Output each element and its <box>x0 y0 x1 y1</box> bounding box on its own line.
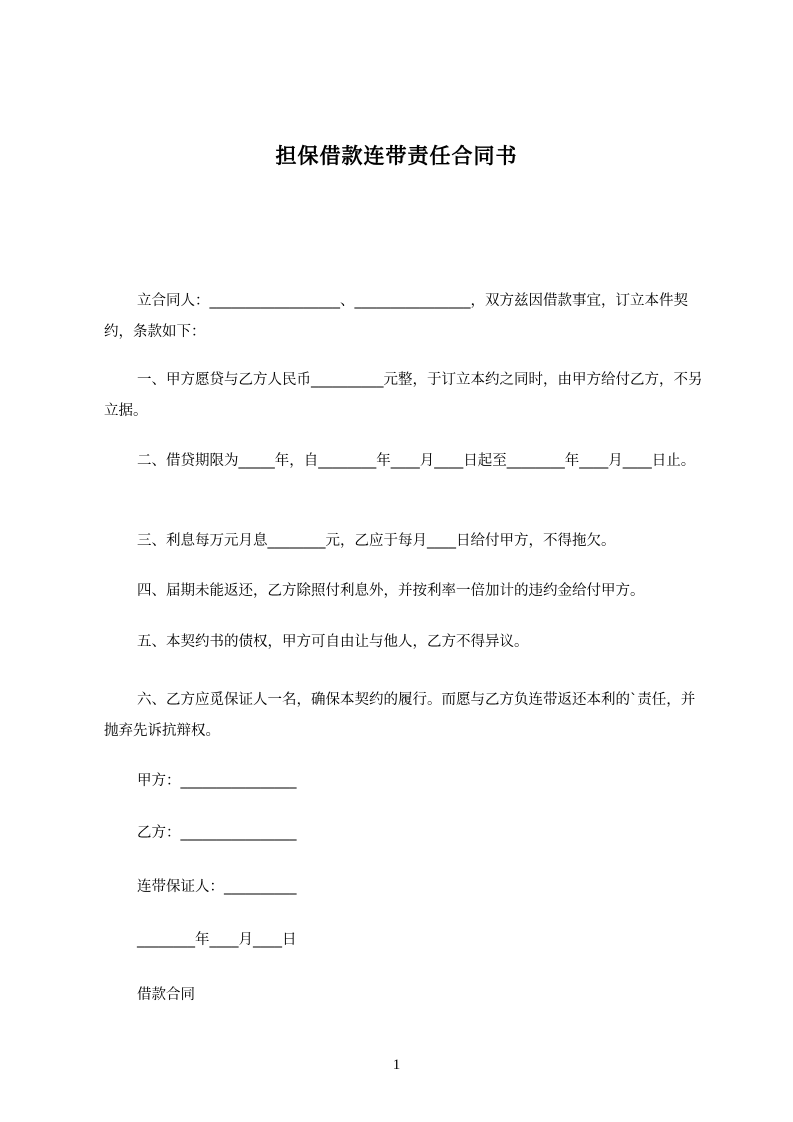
party-b-signature-line: 乙方：________________ <box>137 825 297 841</box>
clause-3: 三、利息每万元月息________元，乙应于每月____日给付甲方，不得拖欠。 <box>137 533 616 549</box>
page-number: 1 <box>392 1057 401 1073</box>
document-footer-label: 借款合同 <box>137 987 195 1003</box>
clause-2: 二、借贷期限为_____年，自________年____月____日起至________年____月____日止。 <box>137 453 696 469</box>
clause-5: 五、本契约书的债权，甲方可自由让与他人，乙方不得异议。 <box>137 634 529 650</box>
intro-paragraph: 立合同人：__________________、________________，双方兹因借款事宜，订立本件契约，条款如下： <box>104 293 688 340</box>
clause-4: 四、届期未能返还，乙方除照付利息外，并按利率一倍加计的违约金给付甲方。 <box>137 583 645 599</box>
party-a-signature-line: 甲方：________________ <box>137 773 297 789</box>
clause-1: 一、甲方愿贷与乙方人民币__________元整，于订立本约之同时，由甲方给付乙方，不另立据。 <box>104 372 703 419</box>
guarantor-signature-line: 连带保证人：__________ <box>137 879 297 895</box>
document-title: 担保借款连带责任合同书 <box>275 144 518 168</box>
signature-date-line: ________年____月____日 <box>137 932 297 948</box>
clause-6: 六、乙方应觅保证人一名，确保本契约的履行。而愿与乙方负连带返还本利的`责任，并抛弃先诉抗辩权。 <box>104 692 696 739</box>
